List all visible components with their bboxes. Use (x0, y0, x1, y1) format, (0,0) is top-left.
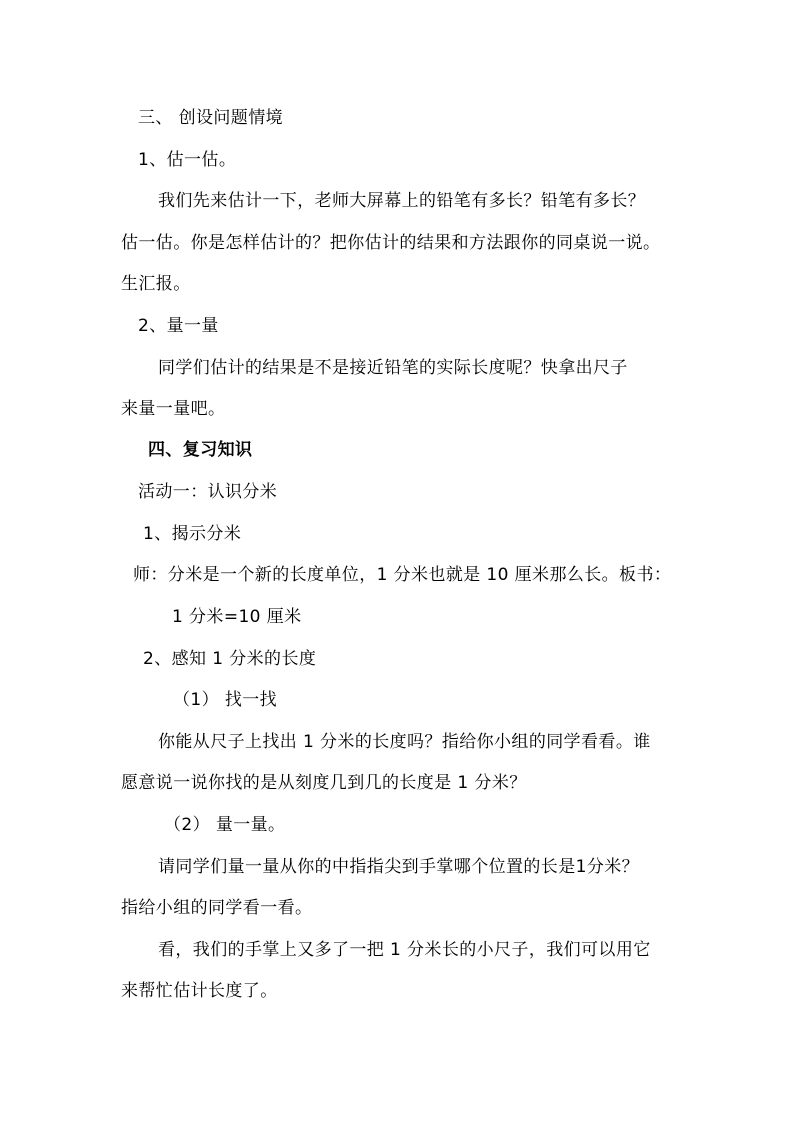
step-heading-measure: （2） 量一量。 (164, 815, 286, 835)
subheading-measure: 2、量一量 (138, 316, 219, 336)
subheading-perceive: 2、感知 1 分米的长度 (143, 649, 317, 669)
activity-heading: 活动一：认识分米 (138, 482, 278, 502)
step-heading-find: （1） 找一找 (173, 690, 278, 710)
section-heading-3: 三、 创设问题情境 (138, 108, 284, 128)
paragraph-line: 请同学们量一量从你的中指指尖到手掌哪个位置的长是1分米？ (158, 857, 640, 877)
section-heading-4: 四、复习知识 (148, 440, 253, 460)
paragraph-line: 来量一量吧。 (121, 399, 226, 419)
subheading-reveal: 1、揭示分米 (143, 524, 242, 544)
formula-line: 1 分米=10 厘米 (172, 607, 302, 627)
paragraph-line: 来帮忙估计长度了。 (121, 981, 278, 1001)
paragraph-line: 同学们估计的结果是不是接近铅笔的实际长度呢？快拿出尺子 (158, 358, 628, 378)
paragraph-line: 生汇报。 (121, 274, 191, 294)
paragraph-line: 估一估。你是怎样估计的？把你估计的结果和方法跟你的同桌说一说。 (121, 233, 661, 253)
subheading-estimate: 1、估一估。 (138, 150, 237, 170)
paragraph-line: 看，我们的手掌上又多了一把 1 分米长的小尺子，我们可以用它 (158, 940, 651, 960)
paragraph-line: 我们先来估计一下，老师大屏幕上的铅笔有多长？铅笔有多长？ (158, 191, 646, 211)
paragraph-line: 指给小组的同学看一看。 (121, 898, 313, 918)
paragraph-line: 愿意说一说你找的是从刻度几到几的长度是 1 分米？ (121, 773, 527, 793)
paragraph-line: 你能从尺子上找出 1 分米的长度吗？指给你小组的同学看看。谁 (158, 732, 651, 752)
paragraph-line: 师：分米是一个新的长度单位，1 分米也就是 10 厘米那么长。板书： (133, 565, 672, 585)
